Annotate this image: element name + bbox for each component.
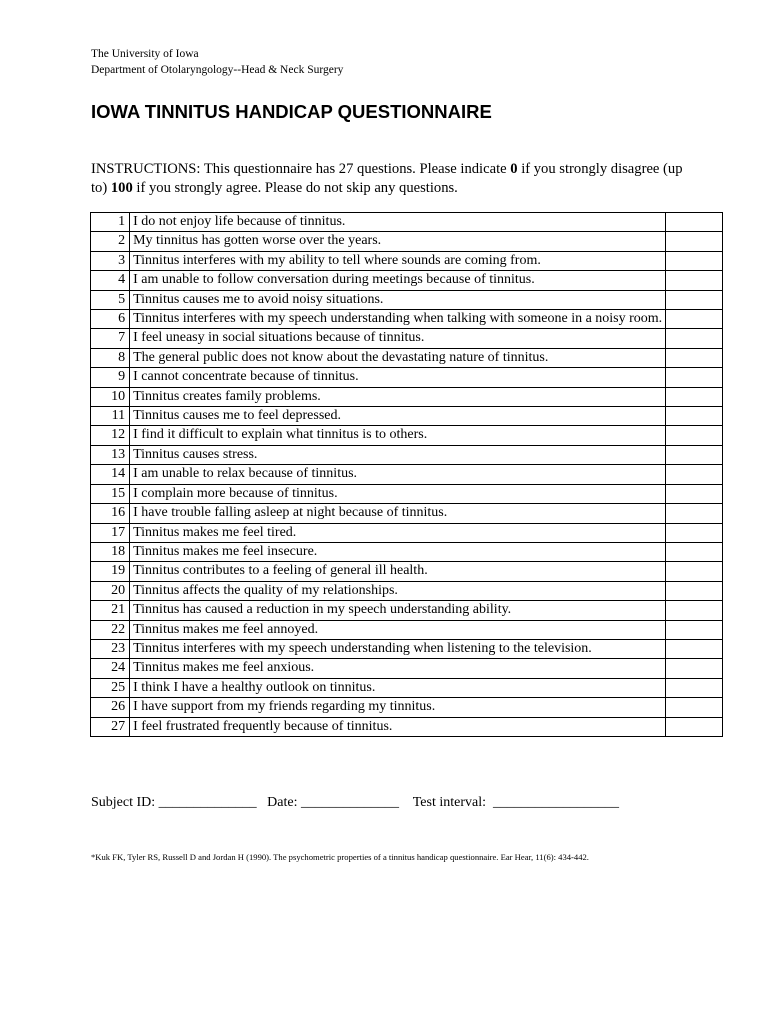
answer-cell[interactable] xyxy=(665,290,722,309)
answer-cell[interactable] xyxy=(665,329,722,348)
question-text: I find it difficult to explain what tinnitus is to others. xyxy=(130,426,666,445)
question-row xyxy=(91,387,723,406)
question-row xyxy=(91,368,723,387)
instructions-line-2 xyxy=(91,179,731,198)
question-number: 12 xyxy=(91,426,130,445)
question-text: The general public does not know about the devastating nature of tinnitus. xyxy=(130,348,666,367)
question-text: Tinnitus makes me feel tired. xyxy=(130,523,666,542)
question-row xyxy=(91,504,723,523)
instructions xyxy=(91,160,731,197)
question-text: Tinnitus interferes with my speech understanding when listening to the television. xyxy=(130,639,666,658)
question-number: 10 xyxy=(91,387,130,406)
test-interval-field[interactable]: __________________ xyxy=(493,795,620,810)
answer-cell[interactable] xyxy=(665,581,722,600)
answer-cell[interactable] xyxy=(665,523,722,542)
question-number: 4 xyxy=(91,271,130,290)
answer-cell[interactable] xyxy=(665,639,722,658)
question-text: I am unable to follow conversation during meetings because of tinnitus. xyxy=(130,271,666,290)
question-row xyxy=(91,251,723,270)
question-row xyxy=(91,213,723,232)
instructions-text-1a: INSTRUCTIONS: This questionnaire has 27 questions. Please indicate xyxy=(91,161,511,177)
question-text: Tinnitus causes me to avoid noisy situations. xyxy=(130,290,666,309)
answer-cell[interactable] xyxy=(665,387,722,406)
question-text: Tinnitus has caused a reduction in my speech understanding ability. xyxy=(130,601,666,620)
question-number: 24 xyxy=(91,659,130,678)
question-text: I feel frustrated frequently because of tinnitus. xyxy=(130,717,666,736)
question-number: 15 xyxy=(91,484,130,503)
page-title: IOWA TINNITUS HANDICAP QUESTIONNAIRE xyxy=(91,101,492,122)
institution-name: The University of Iowa xyxy=(91,48,199,60)
question-number: 9 xyxy=(91,368,130,387)
subject-id-field[interactable]: ______________ xyxy=(158,795,257,810)
question-row xyxy=(91,562,723,581)
question-row xyxy=(91,271,723,290)
answer-cell[interactable] xyxy=(665,465,722,484)
answer-cell[interactable] xyxy=(665,407,722,426)
question-row xyxy=(91,678,723,697)
question-text: My tinnitus has gotten worse over the years. xyxy=(130,232,666,251)
date-field[interactable]: ______________ xyxy=(300,795,399,810)
question-number: 3 xyxy=(91,251,130,270)
question-row xyxy=(91,601,723,620)
subject-info-line xyxy=(91,795,619,811)
question-number: 14 xyxy=(91,465,130,484)
question-text: Tinnitus creates family problems. xyxy=(130,387,666,406)
answer-cell[interactable] xyxy=(665,445,722,464)
question-text: Tinnitus causes me to feel depressed. xyxy=(130,407,666,426)
answer-cell[interactable] xyxy=(665,368,722,387)
department-name: Department of Otolaryngology--Head & Neck Surgery xyxy=(91,64,344,76)
question-number: 1 xyxy=(91,213,130,232)
question-text: Tinnitus interferes with my speech understanding when talking with someone in a noisy room. xyxy=(130,310,666,329)
question-text: I cannot concentrate because of tinnitus. xyxy=(130,368,666,387)
questions-table xyxy=(90,212,723,737)
question-row xyxy=(91,698,723,717)
question-text: Tinnitus interferes with my ability to tell where sounds are coming from. xyxy=(130,251,666,270)
question-number: 11 xyxy=(91,407,130,426)
question-number: 2 xyxy=(91,232,130,251)
question-text: I have support from my friends regarding my tinnitus. xyxy=(130,698,666,717)
answer-cell[interactable] xyxy=(665,213,722,232)
question-number: 19 xyxy=(91,562,130,581)
answer-cell[interactable] xyxy=(665,678,722,697)
question-row xyxy=(91,329,723,348)
question-row xyxy=(91,542,723,561)
question-number: 27 xyxy=(91,717,130,736)
question-row xyxy=(91,426,723,445)
question-text: I do not enjoy life because of tinnitus. xyxy=(130,213,666,232)
answer-cell[interactable] xyxy=(665,562,722,581)
question-row xyxy=(91,639,723,658)
question-text: I think I have a healthy outlook on tinnitus. xyxy=(130,678,666,697)
question-row xyxy=(91,717,723,736)
answer-cell[interactable] xyxy=(665,601,722,620)
question-text: Tinnitus makes me feel insecure. xyxy=(130,542,666,561)
answer-cell[interactable] xyxy=(665,698,722,717)
answer-cell[interactable] xyxy=(665,426,722,445)
question-row xyxy=(91,659,723,678)
citation-footnote: *Kuk FK, Tyler RS, Russell D and Jordan H (1990). The psychometric properties of a tinnitus handicap questionnaire. Ear Hear, 11(6): 434-442. xyxy=(91,852,589,862)
max-value: 100 xyxy=(110,179,133,196)
instructions-text-2b: if you strongly agree. Please do not skip any questions. xyxy=(132,179,458,196)
answer-cell[interactable] xyxy=(665,542,722,561)
question-number: 5 xyxy=(91,290,130,309)
min-value: 0 xyxy=(510,161,518,177)
answer-cell[interactable] xyxy=(665,717,722,736)
question-number: 17 xyxy=(91,523,130,542)
question-number: 7 xyxy=(91,329,130,348)
answer-cell[interactable] xyxy=(665,484,722,503)
test-interval-label: Test interval: xyxy=(412,795,487,810)
question-row xyxy=(91,465,723,484)
question-text: I feel uneasy in social situations because of tinnitus. xyxy=(130,329,666,348)
instructions-text-1b: if you strongly disagree (up xyxy=(517,161,683,177)
question-number: 13 xyxy=(91,445,130,464)
question-text: I complain more because of tinnitus. xyxy=(130,484,666,503)
question-text: I am unable to relax because of tinnitus. xyxy=(130,465,666,484)
question-number: 23 xyxy=(91,639,130,658)
question-row xyxy=(91,232,723,251)
question-row xyxy=(91,290,723,309)
question-row xyxy=(91,484,723,503)
question-text: Tinnitus affects the quality of my relationships. xyxy=(130,581,666,600)
question-number: 6 xyxy=(91,310,130,329)
question-number: 21 xyxy=(91,601,130,620)
subject-id-label: Subject ID: xyxy=(91,795,156,810)
answer-cell[interactable] xyxy=(665,620,722,639)
answer-cell[interactable] xyxy=(665,348,722,367)
question-number: 25 xyxy=(91,678,130,697)
question-number: 22 xyxy=(91,620,130,639)
instructions-text-2a: to) xyxy=(91,179,111,196)
question-number: 26 xyxy=(91,698,130,717)
question-row xyxy=(91,445,723,464)
question-row xyxy=(91,407,723,426)
answer-cell[interactable] xyxy=(665,504,722,523)
question-row xyxy=(91,348,723,367)
question-row xyxy=(91,581,723,600)
question-text: I have trouble falling asleep at night because of tinnitus. xyxy=(130,504,666,523)
answer-cell[interactable] xyxy=(665,251,722,270)
question-row xyxy=(91,523,723,542)
question-text: Tinnitus makes me feel annoyed. xyxy=(130,620,666,639)
question-number: 16 xyxy=(91,504,130,523)
question-number: 20 xyxy=(91,581,130,600)
answer-cell[interactable] xyxy=(665,232,722,251)
date-label: Date: xyxy=(267,795,298,810)
answer-cell[interactable] xyxy=(665,310,722,329)
instructions-line-1 xyxy=(91,160,731,179)
question-number: 8 xyxy=(91,348,130,367)
question-row xyxy=(91,310,723,329)
question-row xyxy=(91,620,723,639)
answer-cell[interactable] xyxy=(665,659,722,678)
question-number: 18 xyxy=(91,542,130,561)
question-text: Tinnitus contributes to a feeling of general ill health. xyxy=(130,562,666,581)
question-text: Tinnitus causes stress. xyxy=(130,445,666,464)
answer-cell[interactable] xyxy=(665,271,722,290)
question-text: Tinnitus makes me feel anxious. xyxy=(130,659,666,678)
